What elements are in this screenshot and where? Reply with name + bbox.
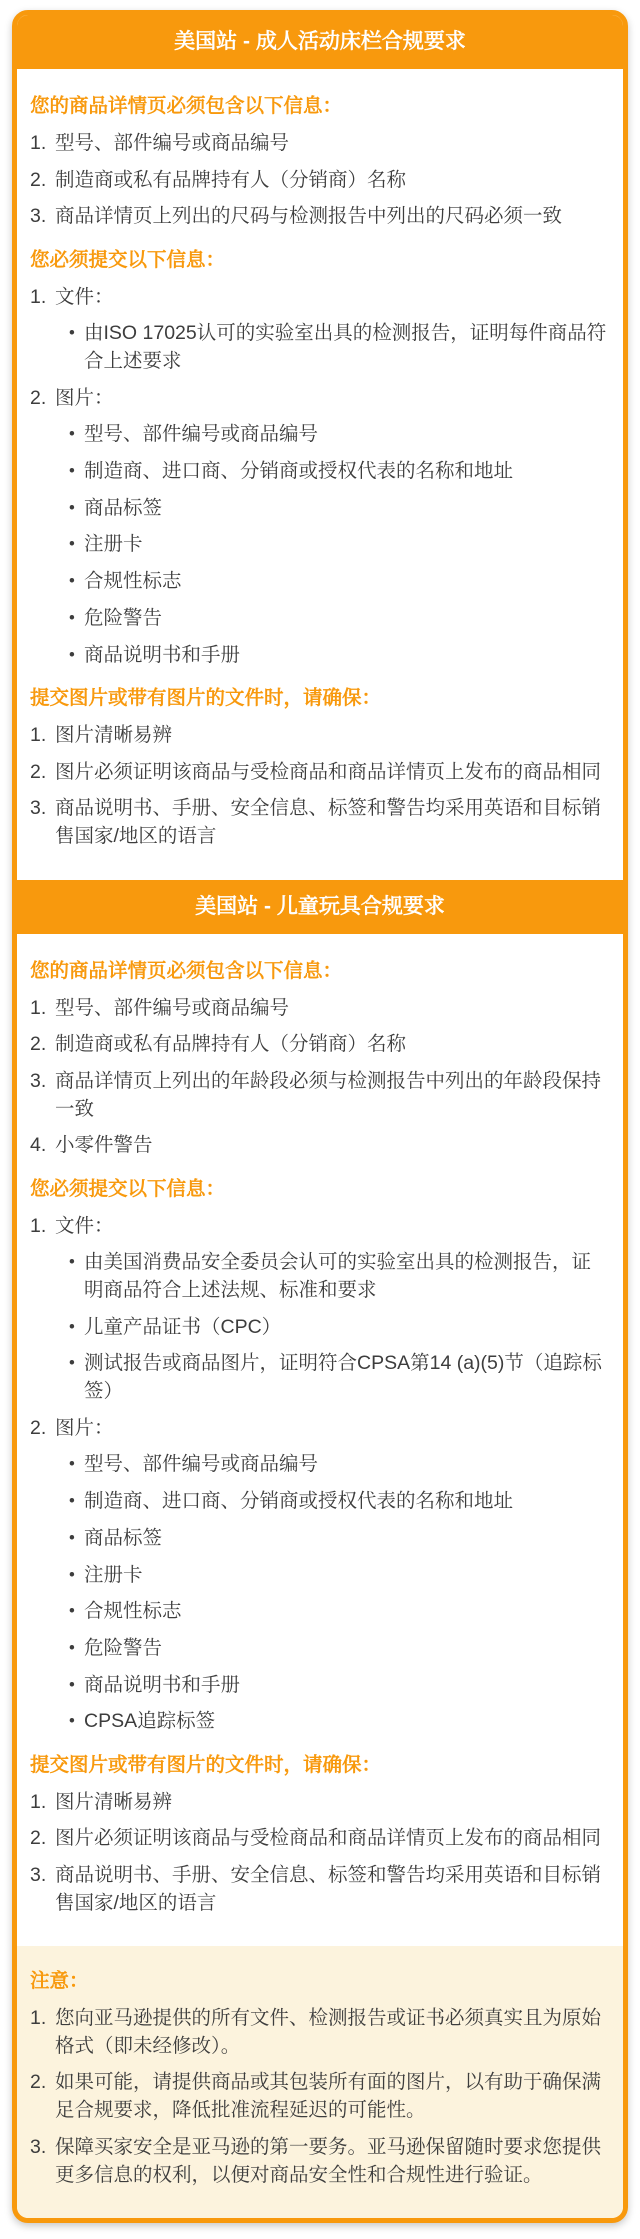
bullet-list: [55, 421, 609, 669]
list-item-text: 制造商或私有品牌持有人（分销商）名称: [55, 1033, 407, 1056]
bullet-item: • 商品说明书和手册: [55, 642, 609, 670]
list-item: [30, 284, 609, 376]
list-item: [30, 1132, 609, 1160]
list-item-text: 制造商或私有品牌持有人（分销商）名称: [55, 168, 407, 191]
bullet-list: [55, 320, 609, 375]
list-item-text: 商品说明书、手册、安全信息、标签和警告均采用英语和目标销售国家/地区的语言: [55, 797, 602, 847]
list-item-text: 商品详情页上列出的年龄段必须与检测报告中列出的年龄段保持一致: [55, 1069, 602, 1120]
subheading: 您必须提交以下信息：: [30, 1177, 226, 1200]
numbered-list: [30, 995, 609, 1160]
numbered-list: [30, 1789, 609, 1918]
numbered-list: [30, 130, 609, 231]
list-item: [30, 130, 609, 158]
bullet-item: • 型号、部件编号或商品编号: [55, 1451, 609, 1479]
compliance-card: [12, 10, 628, 2223]
note-item: 保障买家安全是亚马逊的第一要务。亚马逊保留随时要求您提供更多信息的权利，以便对商品安全性和合规性进行验证。: [55, 2135, 602, 2186]
section-body: [17, 934, 623, 1947]
subheading: 提交图片或带有图片的文件时，请确保：: [30, 687, 382, 710]
numbered-list: [30, 722, 609, 851]
list-item: [30, 759, 609, 787]
list-item: [30, 203, 609, 231]
bullet-item: • 制造商、进口商、分销商或授权代表的名称和地址: [55, 458, 609, 486]
subheading: 您的商品详情页必须包含以下信息：: [30, 95, 343, 118]
section-header: 美国站 - 儿童玩具合规要求: [17, 880, 623, 934]
bullet-item: • 危险警告: [55, 605, 609, 633]
bullet-list: [55, 1249, 609, 1405]
list-item: [30, 795, 609, 850]
bullet-item: • 型号、部件编号或商品编号: [55, 421, 609, 449]
list-item: [30, 722, 609, 750]
bullet-item: • 由ISO 17025认可的实验室出具的检测报告，证明每件商品符合上述要求: [55, 320, 609, 375]
list-item: [30, 167, 609, 195]
list-item-text: 图片清晰易辨: [55, 1790, 173, 1813]
list-item: [30, 1068, 609, 1123]
subheading: 提交图片或带有图片的文件时，请确保：: [30, 1753, 382, 1776]
bullet-item: • 注册卡: [55, 531, 609, 559]
note-heading: 注意：: [30, 1970, 89, 1993]
bullet-item: • 商品标签: [55, 1525, 609, 1553]
note-item: 您向亚马逊提供的所有文件、检测报告或证书必须真实且为原始格式（即未经修改）。: [55, 2007, 602, 2057]
subheading: 您的商品详情页必须包含以下信息：: [30, 959, 343, 982]
list-item-text: 图片：: [55, 1416, 114, 1439]
bullet-item: • 危险警告: [55, 1635, 609, 1663]
list-item: [30, 1825, 609, 1853]
bullet-item: • 商品标签: [55, 495, 609, 523]
bullet-item: • 由美国消费品安全委员会认可的实验室出具的检测报告，证明商品符合上述法规、标准和要求: [55, 1249, 609, 1304]
bullet-item: • 制造商、进口商、分销商或授权代表的名称和地址: [55, 1488, 609, 1516]
list-item: [30, 385, 609, 670]
note-section: [17, 1946, 623, 2218]
bullet-item: • CPSA追踪标签: [55, 1708, 609, 1736]
bullet-item: • 测试报告或商品图片，证明符合CPSA第14 (a)(5)节（追踪标签）: [55, 1350, 609, 1405]
list-item-text: 型号、部件编号或商品编号: [55, 131, 290, 154]
list-item: [30, 1789, 609, 1817]
bullet-item: • 商品说明书和手册: [55, 1672, 609, 1700]
list-item-text: 文件：: [55, 1214, 114, 1237]
numbered-list: [30, 1213, 609, 1736]
list-item: [30, 1862, 609, 1917]
subheading: 您必须提交以下信息：: [30, 248, 226, 271]
bullet-item: • 注册卡: [55, 1562, 609, 1590]
note-list: [30, 2005, 609, 2189]
list-item-text: 小零件警告: [55, 1134, 153, 1157]
list-item-text: 图片必须证明该商品与受检商品和商品详情页上发布的商品相同: [55, 1827, 602, 1850]
list-item-text: 型号、部件编号或商品编号: [55, 996, 290, 1019]
section-body: [17, 69, 623, 879]
bullet-item: • 儿童产品证书（CPC）: [55, 1314, 609, 1342]
bullet-list: [55, 1451, 609, 1736]
bullet-item: • 合规性标志: [55, 1598, 609, 1626]
list-item: [30, 995, 609, 1023]
numbered-list: [30, 284, 609, 670]
list-item-text: 图片清晰易辨: [55, 723, 173, 746]
list-item-text: 商品详情页上列出的尺码与检测报告中列出的尺码必须一致: [55, 205, 563, 228]
list-item: [30, 1415, 609, 1736]
section-header: 美国站 - 成人活动床栏合规要求: [17, 15, 623, 69]
list-item-text: 商品说明书、手册、安全信息、标签和警告均采用英语和目标销售国家/地区的语言: [55, 1864, 602, 1914]
list-item: [30, 1213, 609, 1406]
list-item-text: 图片：: [55, 386, 114, 409]
bullet-item: • 合规性标志: [55, 568, 609, 596]
list-item-text: 图片必须证明该商品与受检商品和商品详情页上发布的商品相同: [55, 760, 602, 783]
list-item-text: 文件：: [55, 285, 114, 308]
list-item: [30, 1031, 609, 1059]
note-item: 如果可能，请提供商品或其包装所有面的图片，以有助于确保满足合规要求，降低批准流程延迟的可能性。: [55, 2071, 602, 2122]
